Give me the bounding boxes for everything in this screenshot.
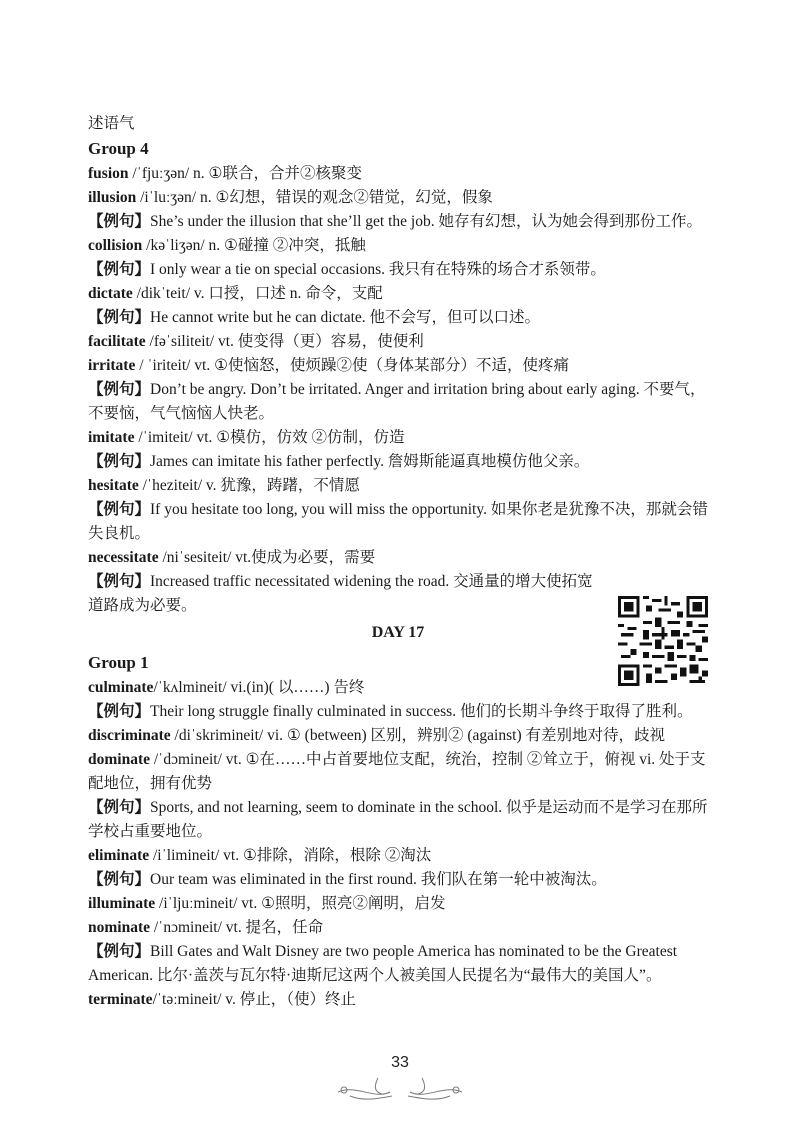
example-eliminate: 【例句】Our team was eliminated in the first round. 我们队在第一轮中被淘汰。 (88, 871, 607, 888)
entry-dominate: dominate /ˈdɔmineit/ vt. ①在……中占首要地位支配，统治，控制 ②耸立于，俯视 vi. 处于支配地位，拥有优势 (88, 751, 706, 792)
entry-imitate: imitate /ˈimiteit/ vt. ①模仿，仿效 ②仿制，仿造 (88, 429, 405, 446)
example-imitate: 【例句】James can imitate his father perfectly. 詹姆斯能逼真地模仿他父亲。 (88, 453, 590, 470)
entry-eliminate: eliminate /iˈlimineit/ vt. ①排除，消除，根除 ②淘汰 (88, 847, 432, 864)
entry-illusion: illusion /iˈluːʒən/ n. ①幻想，错误的观念②错觉，幻觉，假象 (88, 189, 493, 206)
example-illusion: 【例句】She’s under the illusion that she’ll get the job. 她存有幻想，认为她会得到那份工作。 (88, 213, 702, 230)
entry-dictate: dictate /dikˈteit/ v. 口授，口述 n. 命令，支配 (88, 285, 383, 302)
entry-fusion: fusion /ˈfjuːʒən/ n. ①联合，合并②核聚变 (88, 165, 362, 182)
group-1-entries (88, 676, 708, 1012)
entry-irritate: irritate / ˈiriteit/ vt. ①使恼怒，使烦躁②使（身体某部分）不适，使疼痛 (88, 357, 570, 374)
group-1-heading: Group 1 (88, 653, 149, 672)
qr-code-graphic (618, 596, 708, 686)
group-4-entries (88, 162, 708, 618)
entry-necessitate: necessitate /niˈsesiteit/ vt.使成为必要，需要 (88, 549, 376, 566)
example-collision: 【例句】I only wear a tie on special occasions. 我只有在特殊的场合才系领带。 (88, 261, 606, 278)
entry-nominate: nominate /ˈnɔmineit/ vt. 提名，任命 (88, 919, 324, 936)
example-nominate: 【例句】Bill Gates and Walt Disney are two people America has nominated to be the Greatest American. 比尔·盖茨与瓦尔特·迪斯尼这两个人被美国人民提名为“最伟大的美国人”。 (88, 943, 678, 984)
entry-hesitate: hesitate /ˈheziteit/ v. 犹豫，踌躇，不情愿 (88, 477, 360, 494)
entry-discriminate: discriminate /diˈskrimineit/ vi. ① (between) 区别，辨别② (against) 有差别地对待，歧视 (88, 727, 665, 744)
entry-terminate: terminate/ˈtəːmineit/ v. 停止，（使）终止 (88, 991, 357, 1008)
example-dominate: 【例句】Sports, and not learning, seem to dominate in the school. 似乎是运动而不是学习在那所学校占重要地位。 (88, 799, 708, 840)
page-number: 33 (391, 1054, 409, 1071)
intro-line: 述语气 (88, 115, 135, 132)
example-necessitate: 【例句】Increased traffic necessitated widening the road. 交通量的增大使拓宽道路成为必要。 (88, 573, 593, 614)
example-hesitate: 【例句】If you hesitate too long, you will miss the opportunity. 如果你老是犹豫不决，那就会错失良机。 (88, 501, 708, 542)
example-culminate: 【例句】Their long struggle finally culminated in success. 他们的长期斗争终于取得了胜利。 (88, 703, 693, 720)
entry-facilitate: facilitate /fəˈsiliteit/ vt. 使变得（更）容易，使便利 (88, 333, 424, 350)
example-irritate: 【例句】Don’t be angry. Don’t be irritated. Anger and irritation bring about early aging. 不要气，不要恼，气气恼恼人快老。 (88, 381, 706, 422)
day-heading: DAY 17 (371, 624, 425, 641)
example-dictate: 【例句】He cannot write but he can dictate. 他不会写，但可以口述。 (88, 309, 541, 326)
group-4-heading: Group 4 (88, 139, 149, 158)
qr-code-icon[interactable] (618, 596, 708, 686)
entry-culminate: culminate/ˈkʌlmineit/ vi.(in)( 以……) 告终 (88, 679, 365, 696)
entry-illuminate: illuminate /iˈljuːmineit/ vt. ①照明，照亮②阐明，启发 (88, 895, 446, 912)
entry-collision: collision /kəˈliʒən/ n. ①碰撞 ②冲突，抵触 (88, 237, 366, 254)
